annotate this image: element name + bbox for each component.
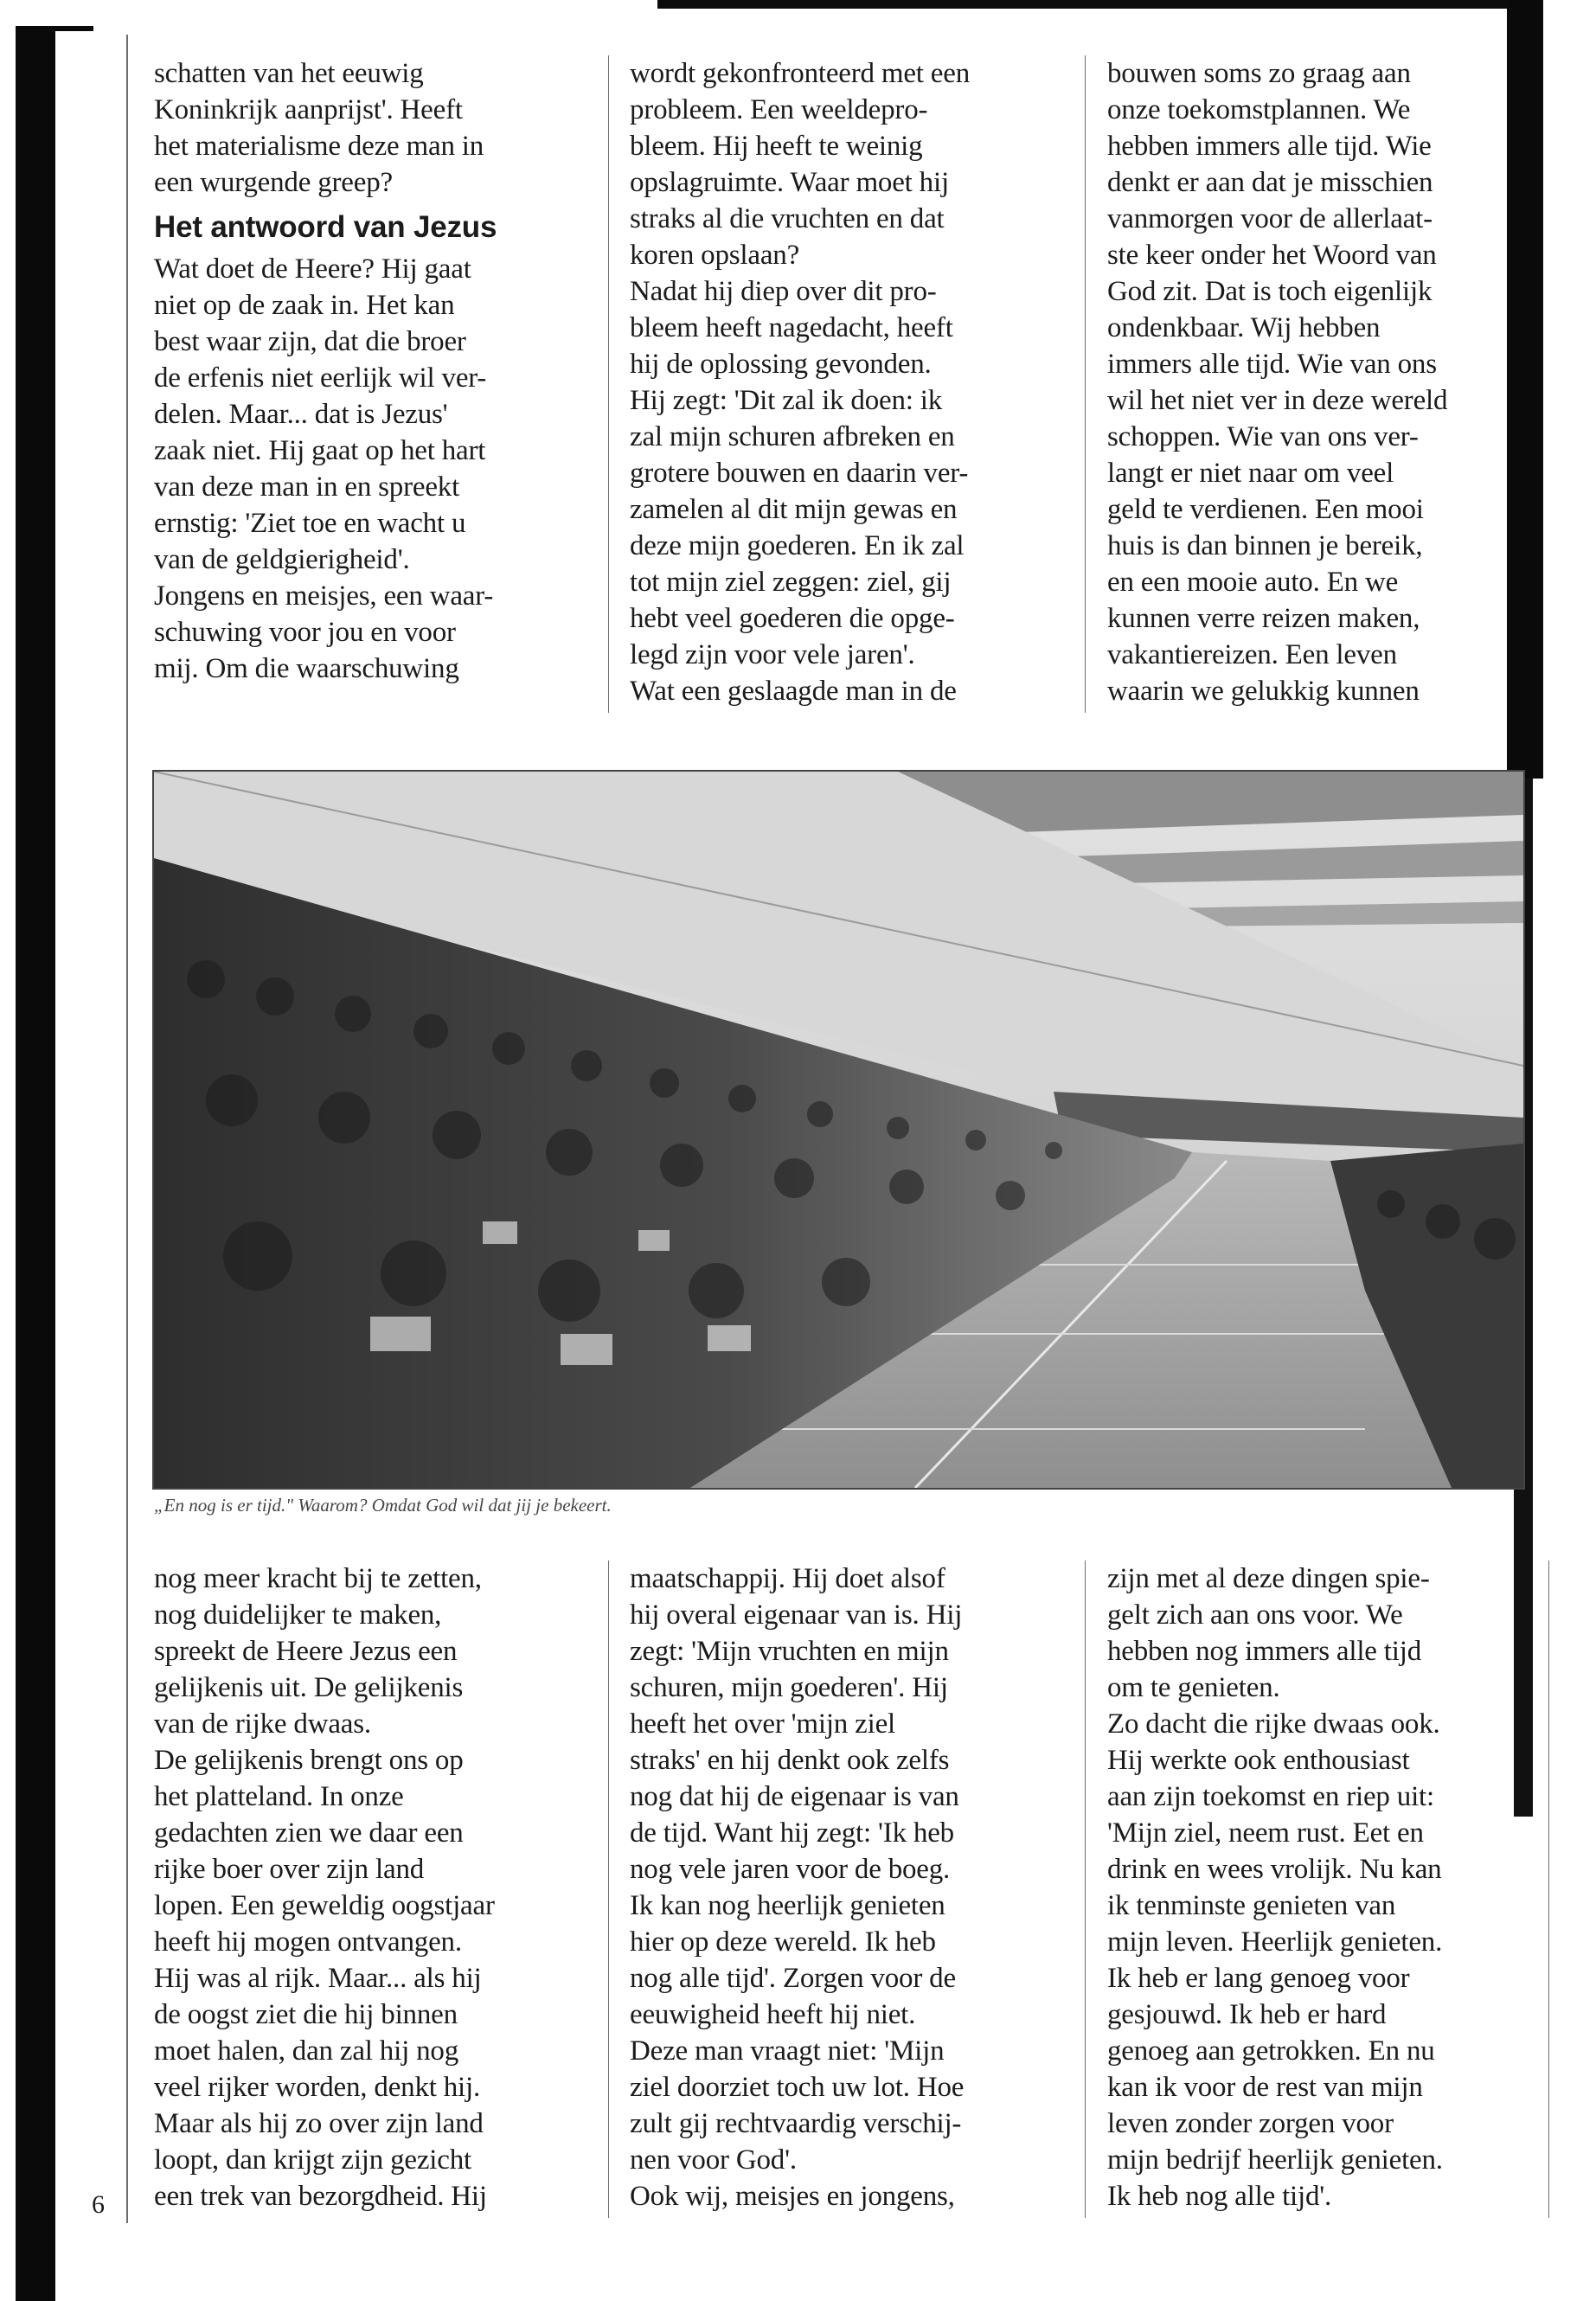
article-column [1107, 55, 1522, 709]
text-line: gesjouwd. Ik heb er hard [1107, 1999, 1387, 2030]
text-line: nog dat hij de eigenaar is van [630, 1781, 959, 1812]
text-line: van de rijke dwaas. [154, 1708, 371, 1740]
text-line: spreekt de Heere Jezus een [154, 1636, 458, 1667]
text-line: hebben nog immers alle tijd [1107, 1636, 1422, 1667]
text-line: Ik heb nog alle tijd'. [1107, 2181, 1332, 2212]
text-line: veel rijker worden, denkt hij. [154, 2072, 481, 2103]
text-line: nog alle tijd'. Zorgen voor de [630, 1963, 956, 1994]
text-line: Maar als hij zo over zijn land [154, 2108, 484, 2139]
text-line: lopen. Een geweldig oogstjaar [154, 1890, 495, 1921]
text-line: Jongens en meisjes, een waar- [154, 580, 494, 612]
text-line: zegt: 'Mijn vruchten en mijn [630, 1636, 949, 1667]
text-line: eeuwigheid heeft hij niet. [630, 1999, 916, 2030]
text-line: bouwen soms zo graag aan [1107, 58, 1411, 89]
text-line: een wurgende greep? [154, 167, 393, 198]
text-line: Hij werkte ook enthousiast [1107, 1745, 1410, 1776]
text-line: hebt veel goederen die opge- [630, 603, 955, 634]
text-line: genoeg aan getrokken. En nu [1107, 2035, 1435, 2067]
scan-border-left [16, 26, 55, 2301]
text-line: grotere bouwen en daarin ver- [630, 458, 969, 489]
text-line: Zo dacht die rijke dwaas ook. [1107, 1708, 1440, 1740]
column-rule-top-1 [608, 55, 609, 713]
text-line: God zit. Dat is toch eigenlijk [1107, 276, 1433, 307]
text-line: gedachten zien we daar een [154, 1817, 464, 1849]
text-line: onze toekomstplannen. We [1107, 94, 1411, 125]
text-line: Hij was al rijk. Maar... als hij [154, 1963, 482, 1994]
text-line: nen voor God'. [630, 2144, 797, 2176]
text-line: straks' en hij denkt ook zelfs [630, 1745, 950, 1776]
text-line: heeft het over 'mijn ziel [630, 1708, 895, 1740]
text-line: De gelijkenis brengt ons op [154, 1745, 464, 1776]
text-line: vakantiereizen. Een leven [1107, 639, 1397, 670]
text-line: gelijkenis uit. De gelijkenis [154, 1672, 464, 1703]
text-line: de oogst ziet die hij binnen [154, 1999, 458, 2030]
text-line: moet halen, dan zal hij nog [154, 2035, 458, 2067]
article-column [630, 1561, 1062, 2214]
text-line: ste keer onder het Woord van [1107, 240, 1437, 271]
text-line: van de geldgierigheid'. [154, 544, 410, 575]
text-line: bleem. Hij heeft te weinig [630, 131, 923, 162]
crowd-photo-illustration [154, 772, 1523, 1488]
text-line: schoppen. Wie van ons ver- [1107, 421, 1419, 452]
text-line: loopt, dan krijgt zijn gezicht [154, 2144, 471, 2176]
text-line: mijn bedrijf heerlijk genieten. [1107, 2144, 1443, 2176]
text-line: zult gij rechtvaardig verschij- [630, 2108, 962, 2139]
text-line: om te genieten. [1107, 1672, 1280, 1703]
text-line: schatten van het eeuwig [154, 58, 424, 89]
text-line: straks al die vruchten en dat [630, 203, 945, 234]
text-line: de tijd. Want hij zegt: 'Ik heb [630, 1817, 954, 1849]
paragraph [630, 55, 1062, 709]
text-line: probleem. Een weeldepro- [630, 94, 928, 125]
text-line: Ik heb er lang genoeg voor [1107, 1963, 1410, 1994]
text-line: opslagruimte. Waar moet hij [630, 167, 949, 198]
column-rule-bottom-1 [608, 1561, 609, 2218]
text-line: hier op deze wereld. Ik heb [630, 1926, 936, 1958]
gutter-rule-left [126, 35, 128, 2223]
text-line: zaak niet. Hij gaat op het hart [154, 435, 486, 466]
column-rule-top-2 [1085, 55, 1086, 713]
article-column [630, 55, 1062, 709]
text-line: vanmorgen voor de allerlaat- [1107, 203, 1433, 234]
column-rule-bottom-right [1548, 1561, 1549, 2218]
text-line: tot mijn ziel zeggen: ziel, gij [630, 567, 952, 598]
text-line: hij de oplossing gevonden. [630, 349, 932, 380]
text-line: van deze man in en spreekt [154, 471, 460, 503]
text-line: Ook wij, meisjes en jongens, [630, 2181, 955, 2212]
text-line: geld te verdienen. Een mooi [1107, 494, 1424, 525]
section-heading: Het antwoord van Jezus [154, 210, 497, 244]
text-line: Koninkrijk aanprijst'. Heeft [154, 94, 463, 125]
text-line: nog meer kracht bij te zetten, [154, 1563, 482, 1594]
text-line: 'Mijn ziel, neem rust. Eet en [1107, 1817, 1424, 1849]
text-line: Wat doet de Heere? Hij gaat [154, 253, 471, 285]
text-line: schuwing voor jou en voor [154, 617, 456, 648]
text-line: leven zonder zorgen voor [1107, 2108, 1394, 2139]
text-line: zal mijn schuren afbreken en [630, 421, 955, 452]
text-line: Nadat hij diep over dit pro- [630, 276, 937, 307]
article-column [154, 55, 586, 687]
text-line: zijn met al deze dingen spie- [1107, 1563, 1430, 1594]
text-line: hebben immers alle tijd. Wie [1107, 131, 1432, 162]
text-line: kan ik voor de rest van mijn [1107, 2072, 1423, 2103]
text-line: wil het niet ver in deze wereld [1107, 385, 1448, 416]
text-line: koren opslaan? [630, 240, 800, 271]
text-line: bleem heeft nagedacht, heeft [630, 312, 953, 343]
text-line: gelt zich aan ons voor. We [1107, 1599, 1403, 1631]
text-line: immers alle tijd. Wie van ons [1107, 349, 1437, 380]
scan-border-top [657, 0, 1522, 9]
article-column [1107, 1561, 1522, 2214]
text-line: mijn leven. Heerlijk genieten. [1107, 1926, 1443, 1958]
text-line: wordt gekonfronteerd met een [630, 58, 970, 89]
text-line: de erfenis niet eerlijk wil ver- [154, 362, 487, 394]
text-line: niet op de zaak in. Het kan [154, 290, 455, 321]
text-line: huis is dan binnen je bereik, [1107, 530, 1423, 561]
text-line: schuren, mijn goederen'. Hij [630, 1672, 948, 1703]
text-line: kunnen verre reizen maken, [1107, 603, 1420, 634]
paragraph [1107, 55, 1522, 709]
paragraph [154, 55, 586, 201]
text-line: een trek van bezorgdheid. Hij [154, 2181, 487, 2212]
scan-border-topleft [16, 26, 93, 31]
paragraph [630, 1561, 1062, 2214]
text-line: het platteland. In onze [154, 1781, 404, 1812]
text-line: best waar zijn, dat die broer [154, 326, 466, 357]
text-line: hij overal eigenaar van is. Hij [630, 1599, 963, 1631]
text-line: mij. Om die waarschuwing [154, 653, 459, 684]
text-line: rijke boer over zijn land [154, 1854, 425, 1885]
text-line: ik tenminste genieten van [1107, 1890, 1396, 1921]
text-line: delen. Maar... dat is Jezus' [154, 399, 448, 430]
text-line: zamelen al dit mijn gewas en [630, 494, 958, 525]
photo-caption: „En nog is er tijd." Waarom? Omdat God wil dat jij je bekeert. [154, 1495, 612, 1516]
page-number: 6 [92, 2190, 105, 2219]
text-line: Deze man vraagt niet: 'Mijn [630, 2035, 945, 2067]
assembly-hall-photo [152, 770, 1525, 1490]
text-line: ernstig: 'Ziet toe en wacht u [154, 508, 466, 539]
paragraph [1107, 1561, 1522, 2214]
text-line: maatschappij. Hij doet alsof [630, 1563, 945, 1594]
text-line: nog duidelijker te maken, [154, 1599, 442, 1631]
text-line: ondenkbaar. Wij hebben [1107, 312, 1381, 343]
paragraph [154, 251, 586, 687]
text-line: Ik kan nog heerlijk genieten [630, 1890, 945, 1921]
text-line: het materialisme deze man in [154, 131, 484, 162]
text-line: en een mooie auto. En we [1107, 567, 1399, 598]
text-line: Wat een geslaagde man in de [630, 676, 957, 707]
text-line: Hij zegt: 'Dit zal ik doen: ik [630, 385, 943, 416]
article-column [154, 1561, 586, 2214]
text-line: deze mijn goederen. En ik zal [630, 530, 965, 561]
text-line: aan zijn toekomst en riep uit: [1107, 1781, 1434, 1812]
text-line: denkt er aan dat je misschien [1107, 167, 1433, 198]
text-line: drink en wees vrolijk. Nu kan [1107, 1854, 1442, 1885]
text-line: ziel doorziet toch uw lot. Hoe [630, 2072, 965, 2103]
text-line: waarin we gelukkig kunnen [1107, 676, 1420, 707]
text-line: heeft hij mogen ontvangen. [154, 1926, 462, 1958]
text-line: legd zijn voor vele jaren'. [630, 639, 915, 670]
text-line: langt er niet naar om veel [1107, 458, 1394, 489]
column-rule-bottom-2 [1085, 1561, 1086, 2218]
paragraph [154, 1561, 586, 2214]
text-line: nog vele jaren voor de boeg. [630, 1854, 951, 1885]
